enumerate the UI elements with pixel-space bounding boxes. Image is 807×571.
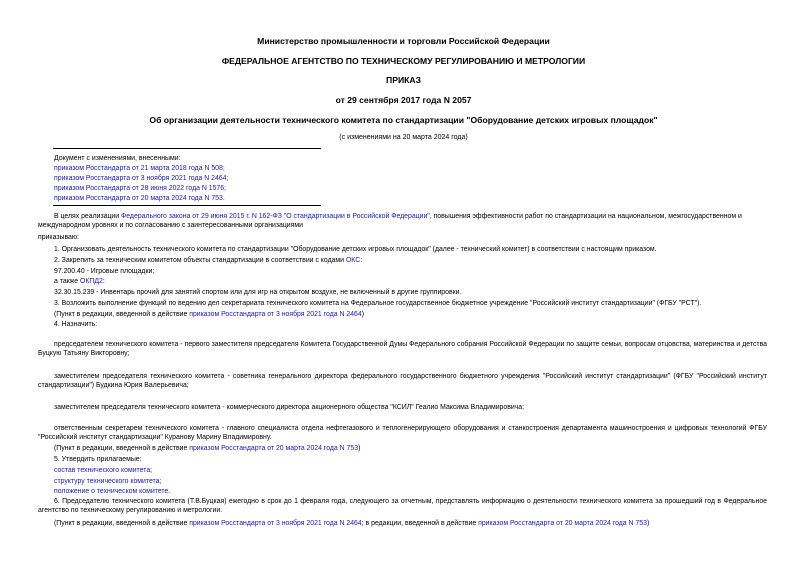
composition-link[interactable]: состав технического комитета; [54, 467, 153, 474]
item-6-note-link-2[interactable]: приказом Росстандарта от 20 марта 2024 года N 753 [478, 520, 647, 527]
amendments-intro: Документ с изменениями, внесенными: [54, 155, 181, 162]
item-2-text: 2. Закрепить за техническим комитетом объекты стандартизации в соответствии с кодами [54, 257, 346, 264]
item-4-note-text: (Пункт в редакции, введенной в действие [54, 445, 190, 452]
item-6-note-close: ) [646, 520, 650, 527]
preamble-paragraph [38, 212, 767, 230]
regulation-link[interactable]: положение о техническом комитете. [54, 488, 171, 495]
item-3: 3. Возложить выполнение функций по ведению дел секретариата технического комитета на Федеральное государственное бюджетное учреждение "Российский институт стандартизации" (ФГБУ "РСТ"). [54, 300, 702, 307]
item-1: 1. Организовать деятельность технического комитета по стандартизации "Оборудование детских игровых площадок" (далее - технический комитет) в соответствии с настоящим приказом. [54, 246, 657, 253]
item-4-chairman: председателем технического комитета - первого заместителя председателя Комитета Государственной Думы Федерального собрания Российской Федерации по защите семьи, вопросам отцовства, материнства и детства Буцкую Татьяну Викторовну; [38, 341, 767, 357]
oks-link[interactable]: ОКС [345, 257, 361, 264]
structure-link[interactable]: структуру технического комитета; [54, 478, 162, 485]
item-4-note-close: ) [358, 445, 361, 452]
item-6-note [54, 519, 649, 528]
preamble-text: В целях реализации [54, 213, 122, 220]
item-6: 6. Председателю технического комитета (Т.В.Буцкая) ежегодно в срок до 1 февраля года, следующего за отчетным, представлять информацию о деятельности технического комитета за прошедший год в Федеральное агентство по техническому регулированию и метрологии. [38, 498, 767, 514]
ministry-heading: Министерство промышленности и торговли Российской Федерации [257, 36, 550, 46]
item-2-code-2: 32.30.15.239 - Инвентарь прочий для занятий спортом или для игр на открытом воздухе, не включенный в другие группировки. [54, 289, 462, 296]
item-2-also [54, 277, 105, 286]
amendment-link-3[interactable]: приказом Росстандарта от 28 июня 2022 года N 1576; [54, 185, 226, 192]
okpd2-link[interactable]: ОКПД2 [80, 278, 103, 285]
item-4-secretary: ответственным секретарем технического комитета - главного специалиста отдела нефтегазового и теплогенерирующего оборудования и станкостроения департамента машиностроения и цифровых технологий ФГБУ "Российский институт стандартизации" Куранову Марину Владимировну. [38, 425, 767, 441]
item-2-also-text: а также [54, 278, 81, 285]
item-4-note [54, 444, 360, 453]
item-2-code-1: 97.200.40 - Игровые площадки; [54, 268, 155, 275]
item-3-note-text: (Пункт в редакции, введенной в действие [54, 311, 190, 318]
item-4: 4. Назначить: [54, 321, 98, 328]
document-title: Об организации деятельности технического комитета по стандартизации "Оборудование детских игровых площадок" [149, 115, 658, 125]
document-type: ПРИКАЗ [386, 75, 421, 85]
preamble-text-cont: , повышения эффективности работ по стандартизации на национальном, межгосударственном и международном уровнях и по согласованию с заинтересованными организациями [38, 213, 742, 229]
item-6-note-mid: ; в редакции, введенной в действие [361, 520, 479, 527]
item-6-note-link-1[interactable]: приказом Росстандарта от 3 ноября 2021 года N 2464 [189, 520, 362, 527]
item-2 [54, 256, 362, 265]
item-4-deputy-2: заместителем председателя технического комитета - коммерческого директора акционерного общества "КСИЛ" Геалио Максима Владимировича; [54, 404, 525, 411]
agency-heading: ФЕДЕРАЛЬНОЕ АГЕНТСТВО ПО ТЕХНИЧЕСКОМУ РЕГУЛИРОВАНИЮ И МЕТРОЛОГИИ [221, 56, 586, 66]
law-link[interactable]: Федерального закона от 29 июня 2015 г. N 162-ФЗ "О стандартизации в Российской Федерации" [121, 213, 430, 220]
item-3-note-link[interactable]: приказом Росстандарта от 3 ноября 2021 года N 2464 [189, 311, 362, 318]
date-number: от 29 сентября 2017 года N 2057 [335, 95, 472, 105]
item-2-colon: : [360, 257, 363, 264]
item-3-note-close: ) [361, 311, 364, 318]
item-3-note [54, 310, 364, 319]
amended-note: (с изменениями на 20 марта 2024 года) [339, 134, 468, 141]
item-5: 5. Утвердить прилагаемые: [54, 456, 142, 463]
amendment-link-4[interactable]: приказом Росстандарта от 20 марта 2024 года N 753. [54, 195, 225, 202]
item-4-note-link[interactable]: приказом Росстандарта от 20 марта 2024 года N 753 [189, 445, 359, 452]
item-4-deputy-1: заместителем председателя технического комитета - советника генерального директора федерального государственного бюджетного учреждения "Российский институт стандартизации" (ФГБУ "Российский институт стандартизации") Будкина Юрия Валерьевича; [38, 373, 767, 389]
divider-top [53, 148, 321, 149]
amendment-link-1[interactable]: приказом Росстандарта от 21 марта 2018 года N 508; [54, 165, 225, 172]
divider-bottom [53, 205, 321, 206]
amendment-link-2[interactable]: приказом Росстандарта от 3 ноября 2021 года N 2464; [54, 175, 229, 182]
item-2-also-colon: : [102, 278, 105, 285]
order-word: приказываю: [38, 234, 79, 241]
item-6-note-text: (Пункт в редакции, введенной в действие [54, 520, 190, 527]
